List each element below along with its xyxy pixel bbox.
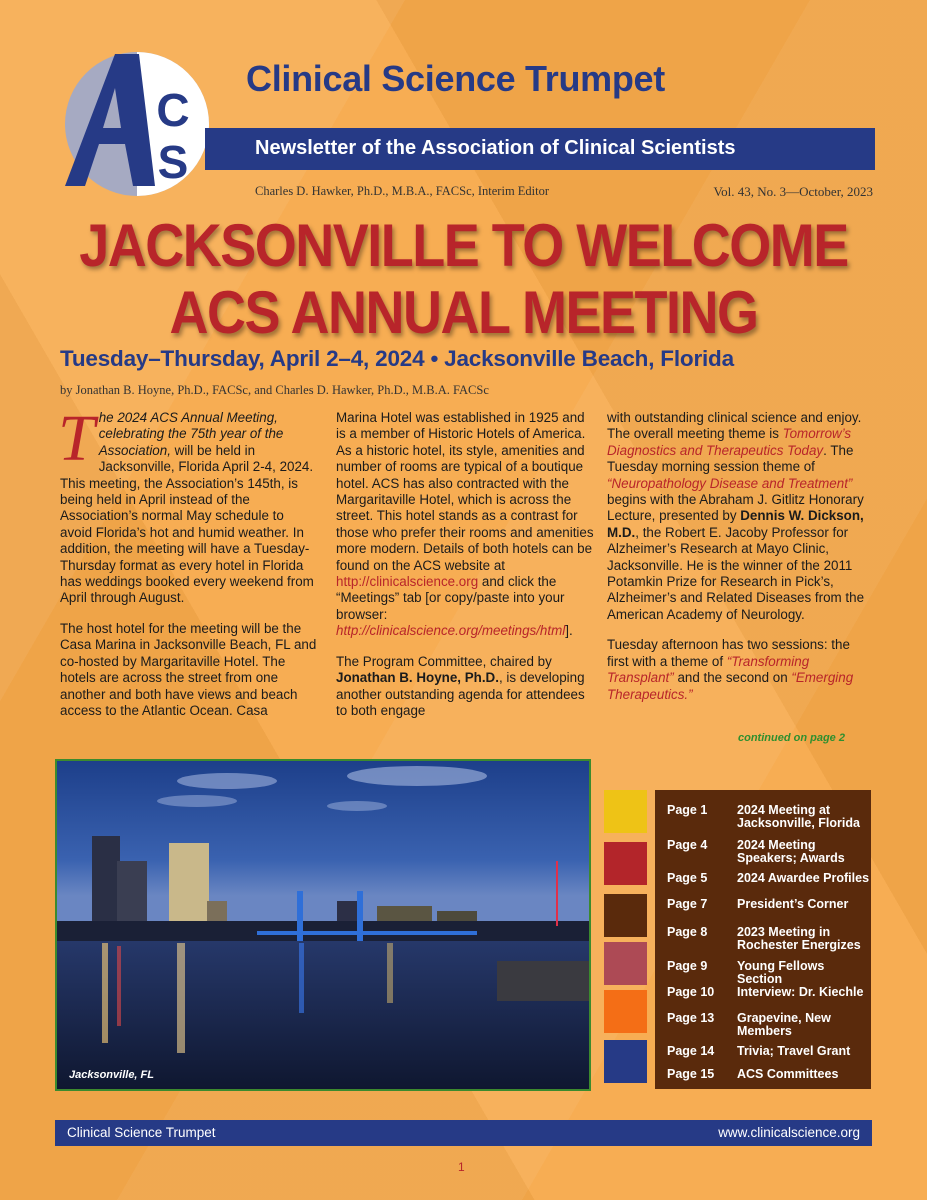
text: Marina Hotel was established in 1925 and is a member of Historic Hotels of America. As a historic hotel, its style, amenities and number of rooms are typical of a boutique hotel. ACS has also contracted with the Margaritaville Hotel, which is across the street. This hotel stands as a contrast for those who prefer their rooms and amenities more modern. Details of both hotels can be found on the ACS website at (336, 410, 594, 573)
svg-text:C: C (156, 84, 190, 136)
toc-title: 2024 Awardee Profiles (737, 871, 870, 885)
session-theme: “Emerging Therapeutics.” (607, 670, 854, 702)
toc-swatch (604, 894, 647, 937)
toc-page: Page 7 (667, 897, 708, 911)
toc-swatch (604, 990, 647, 1033)
toc-swatch (604, 842, 647, 885)
session-theme: “Transforming Transplant” (607, 653, 810, 686)
toc-page: Page 1 (667, 803, 708, 817)
skyline-illustration (57, 761, 589, 1089)
drop-cap: T (58, 402, 95, 475)
text: and click the “Meetings” tab [or copy/paste into your browser: (336, 574, 565, 622)
toc-title: ACS Committees (737, 1067, 839, 1081)
paragraph (58, 402, 318, 607)
toc-title: President’s Corner (737, 897, 849, 911)
toc-page: Page 10 (667, 985, 715, 999)
toc-page: Page 13 (667, 1011, 715, 1025)
text: . The Tuesday morning session theme of (607, 442, 854, 475)
jacksonville-photo (55, 759, 591, 1091)
text: Tuesday afternoon has two sessions: the first with a theme of (607, 637, 850, 669)
text: begins with the Abraham J. Gitlitz Honorary Lecture, presented by (607, 492, 864, 524)
meetings-link[interactable]: http://clinicalscience.org/meetings/html (336, 623, 566, 639)
toc-title: Interview: Dr. Kiechle (737, 985, 864, 999)
table-of-contents (655, 790, 871, 1089)
newsletter-subtitle: Newsletter of the Association of Clinical Scientists (255, 137, 736, 159)
text: ]. (565, 623, 573, 639)
toc-title: Trivia; Travel Grant (737, 1044, 851, 1058)
editor-credit: Charles D. Hawker, Ph.D., M.B.A., FACSc, Interim Editor (255, 184, 550, 198)
toc-page: Page 9 (667, 959, 708, 973)
toc-swatch (604, 942, 647, 985)
paragraph (607, 410, 865, 623)
paragraph (336, 654, 594, 720)
continued-note[interactable]: continued on page 2 (738, 732, 845, 744)
article-column-3 (607, 410, 865, 717)
footer-title: Clinical Science Trumpet (67, 1125, 216, 1140)
text: , the Robert E. Jacoby Professor for Alzheimer’s Research at Mayo Clinic, Jacksonville. He is the winner of the 2011 Potamkin Prize for Research in Pick’s, Alzheimer’s and Related Diseases from the American Academy of Neurology. (607, 524, 865, 622)
toc-page: Page 5 (667, 871, 708, 885)
chair-name: Jonathan B. Hoyne, Ph.D. (336, 670, 499, 686)
footer-website-link[interactable]: www.clinicalscience.org (718, 1125, 860, 1140)
speaker-name: Dennis W. Dickson, M.D. (607, 508, 864, 540)
intro-italic: he 2024 ACS Annual Meeting, celebrating the 75th year of the Association, (98, 410, 284, 458)
acs-logo (55, 48, 210, 198)
toc-title: 2024 Meeting Speakers; Awards (737, 838, 845, 865)
toc-page: Page 14 (667, 1044, 715, 1058)
article-column-1 (58, 402, 318, 733)
text: , is developing another outstanding agenda for attendees to both engage (336, 670, 585, 718)
website-link[interactable]: http://clinicalscience.org (336, 574, 479, 590)
toc-title: Young Fellows Section (737, 959, 825, 986)
toc-title: Grapevine, New Members (737, 1011, 831, 1038)
paragraph (336, 410, 594, 640)
meeting-dateline: Tuesday–Thursday, April 2–4, 2024 • Jacksonville Beach, Florida (60, 346, 734, 371)
page-number: 1 (458, 1160, 465, 1174)
footer-bar (55, 1120, 872, 1146)
toc-page: Page 4 (667, 838, 708, 852)
session-theme: “Neuropathology Disease and Treatment” (607, 475, 853, 491)
headline: JACKSONVILLE TO WELCOME ACS ANNUAL MEETING (79, 212, 848, 347)
text: with outstanding clinical science and enjoy. The overall meeting theme is (607, 410, 862, 442)
newsletter-title: Clinical Science Trumpet (246, 58, 665, 99)
volume-info: Vol. 43, No. 3—October, 2023 (713, 184, 873, 199)
intro-text: will be held in Jacksonville, Florida April 2-4, 2024. This meeting, the Association’s 145th, is being held in April instead of the Association’s normal May schedule to avoid Florida’s hot and humid weather. In addition, the meeting will have a Tuesday-Thursday format as every hotel in Florida has weddings booked every weekend from April through August. (60, 442, 314, 606)
subtitle-bar (205, 128, 875, 170)
paragraph (607, 637, 865, 703)
toc-swatch (604, 790, 647, 833)
text: The Program Committee, chaired by (336, 653, 552, 669)
toc-title: 2023 Meeting in Rochester Energizes (737, 925, 861, 952)
byline: by Jonathan B. Hoyne, Ph.D., FACSc, and Charles D. Hawker, Ph.D., M.B.A. FACSc (60, 383, 489, 397)
article-column-2 (336, 410, 594, 733)
toc-swatch (604, 1040, 647, 1083)
paragraph: The host hotel for the meeting will be the Casa Marina in Jacksonville Beach, FL and co-hosted by Margaritaville Hotel. The hotels are across the street from one another and both have views and beach access to the Atlantic Ocean. Casa (60, 620, 317, 718)
toc-page: Page 15 (667, 1067, 715, 1081)
toc-page: Page 8 (667, 925, 708, 939)
text: and the second on (673, 670, 792, 686)
svg-text:S: S (157, 136, 189, 188)
toc-title: 2024 Meeting at Jacksonville, Florida (737, 803, 860, 830)
photo-caption: Jacksonville, FL (69, 1069, 154, 1081)
meeting-theme: Tomorrow’s Diagnostics and Therapeutics Today (607, 426, 852, 458)
